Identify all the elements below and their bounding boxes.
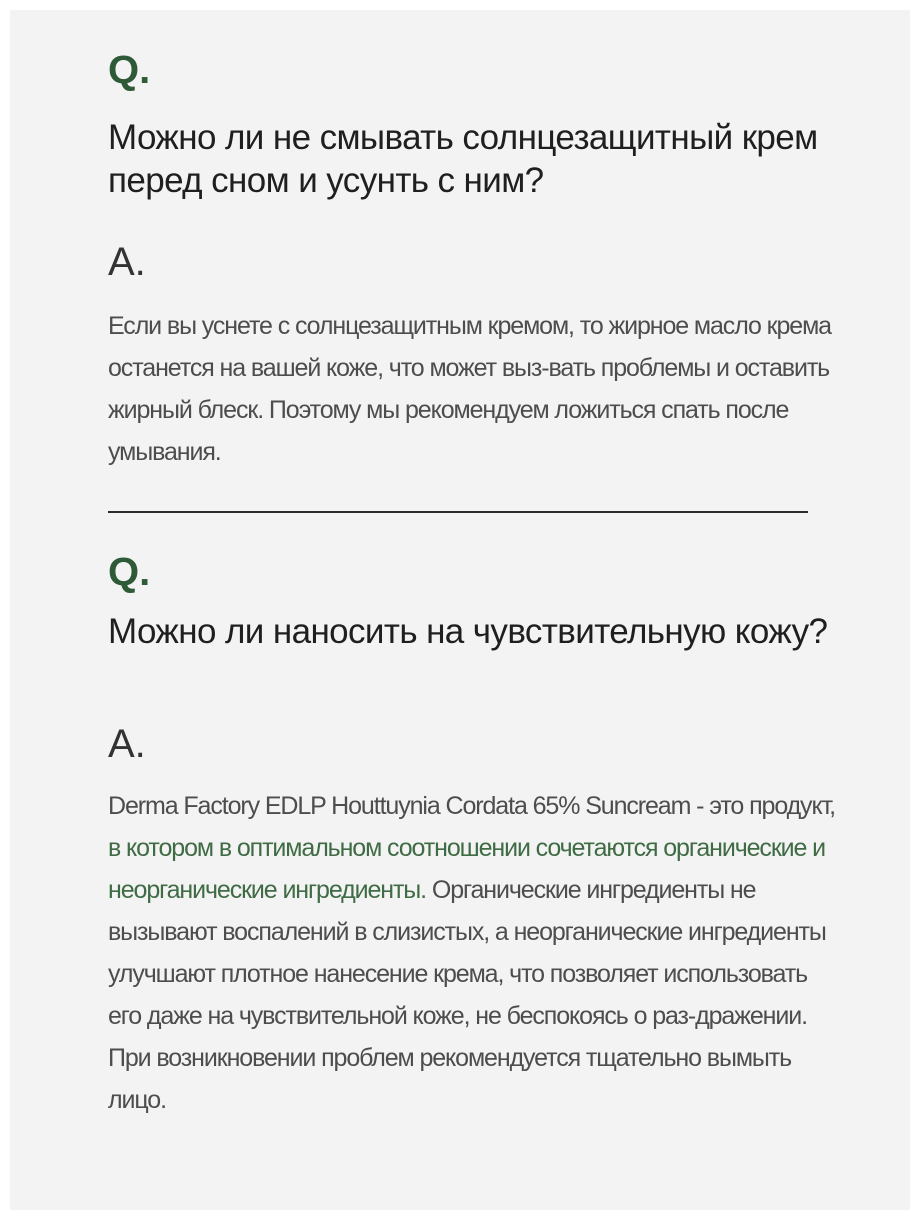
- question-marker: Q.: [108, 550, 151, 594]
- answer-text-part: Если вы уснете с солнцезащитным кремом, то жирное масло крема останется на вашей коже, что может выз-вать проблемы и оставить жирный блеск. Поэтому мы рекомендуем ложиться спать после умывания.: [108, 312, 831, 466]
- section-divider: [108, 511, 808, 513]
- faq-item-1-answer-marker-wrap: [108, 240, 828, 284]
- answer-marker: A.: [108, 240, 146, 284]
- faq-item-1-question-wrap: [108, 116, 828, 202]
- answer-text-part: Органические ингредиенты не вызывают воспалений в слизистых, а неорганические ингредиенты улучшают плотное нанесение крема, что позволяет использовать его даже на чувствительной коже, не беспокоясь о раз-дражении. При возникновении проблем рекомендуется тщательно вымыть лицо.: [108, 876, 826, 1114]
- answer-text-part: Derma Factory EDLP Houttuynia Cordata 65% Suncream - это продукт,: [108, 792, 835, 820]
- question-text: Можно ли не смывать солнцезащитный крем перед сном и усунть с ним?: [108, 118, 818, 200]
- question-text: Можно ли наносить на чувствительную кожу?: [108, 612, 828, 651]
- answer-text: [108, 305, 838, 473]
- answer-marker: A.: [108, 722, 146, 766]
- faq-item-2-answer-wrap: [108, 785, 835, 1121]
- faq-item-2-question-wrap: [108, 610, 828, 653]
- answer-highlight: в котором в оптимальном соотношении сочетаются органические и неорганические ингредиенты.: [108, 834, 826, 904]
- question-marker: Q.: [108, 48, 151, 92]
- answer-text: [108, 785, 838, 1121]
- faq-item-1-answer-wrap: [108, 305, 831, 473]
- faq-item-2-answer-marker-wrap: [108, 722, 828, 766]
- faq-item-1: [108, 48, 828, 92]
- faq-item-2: [108, 550, 828, 594]
